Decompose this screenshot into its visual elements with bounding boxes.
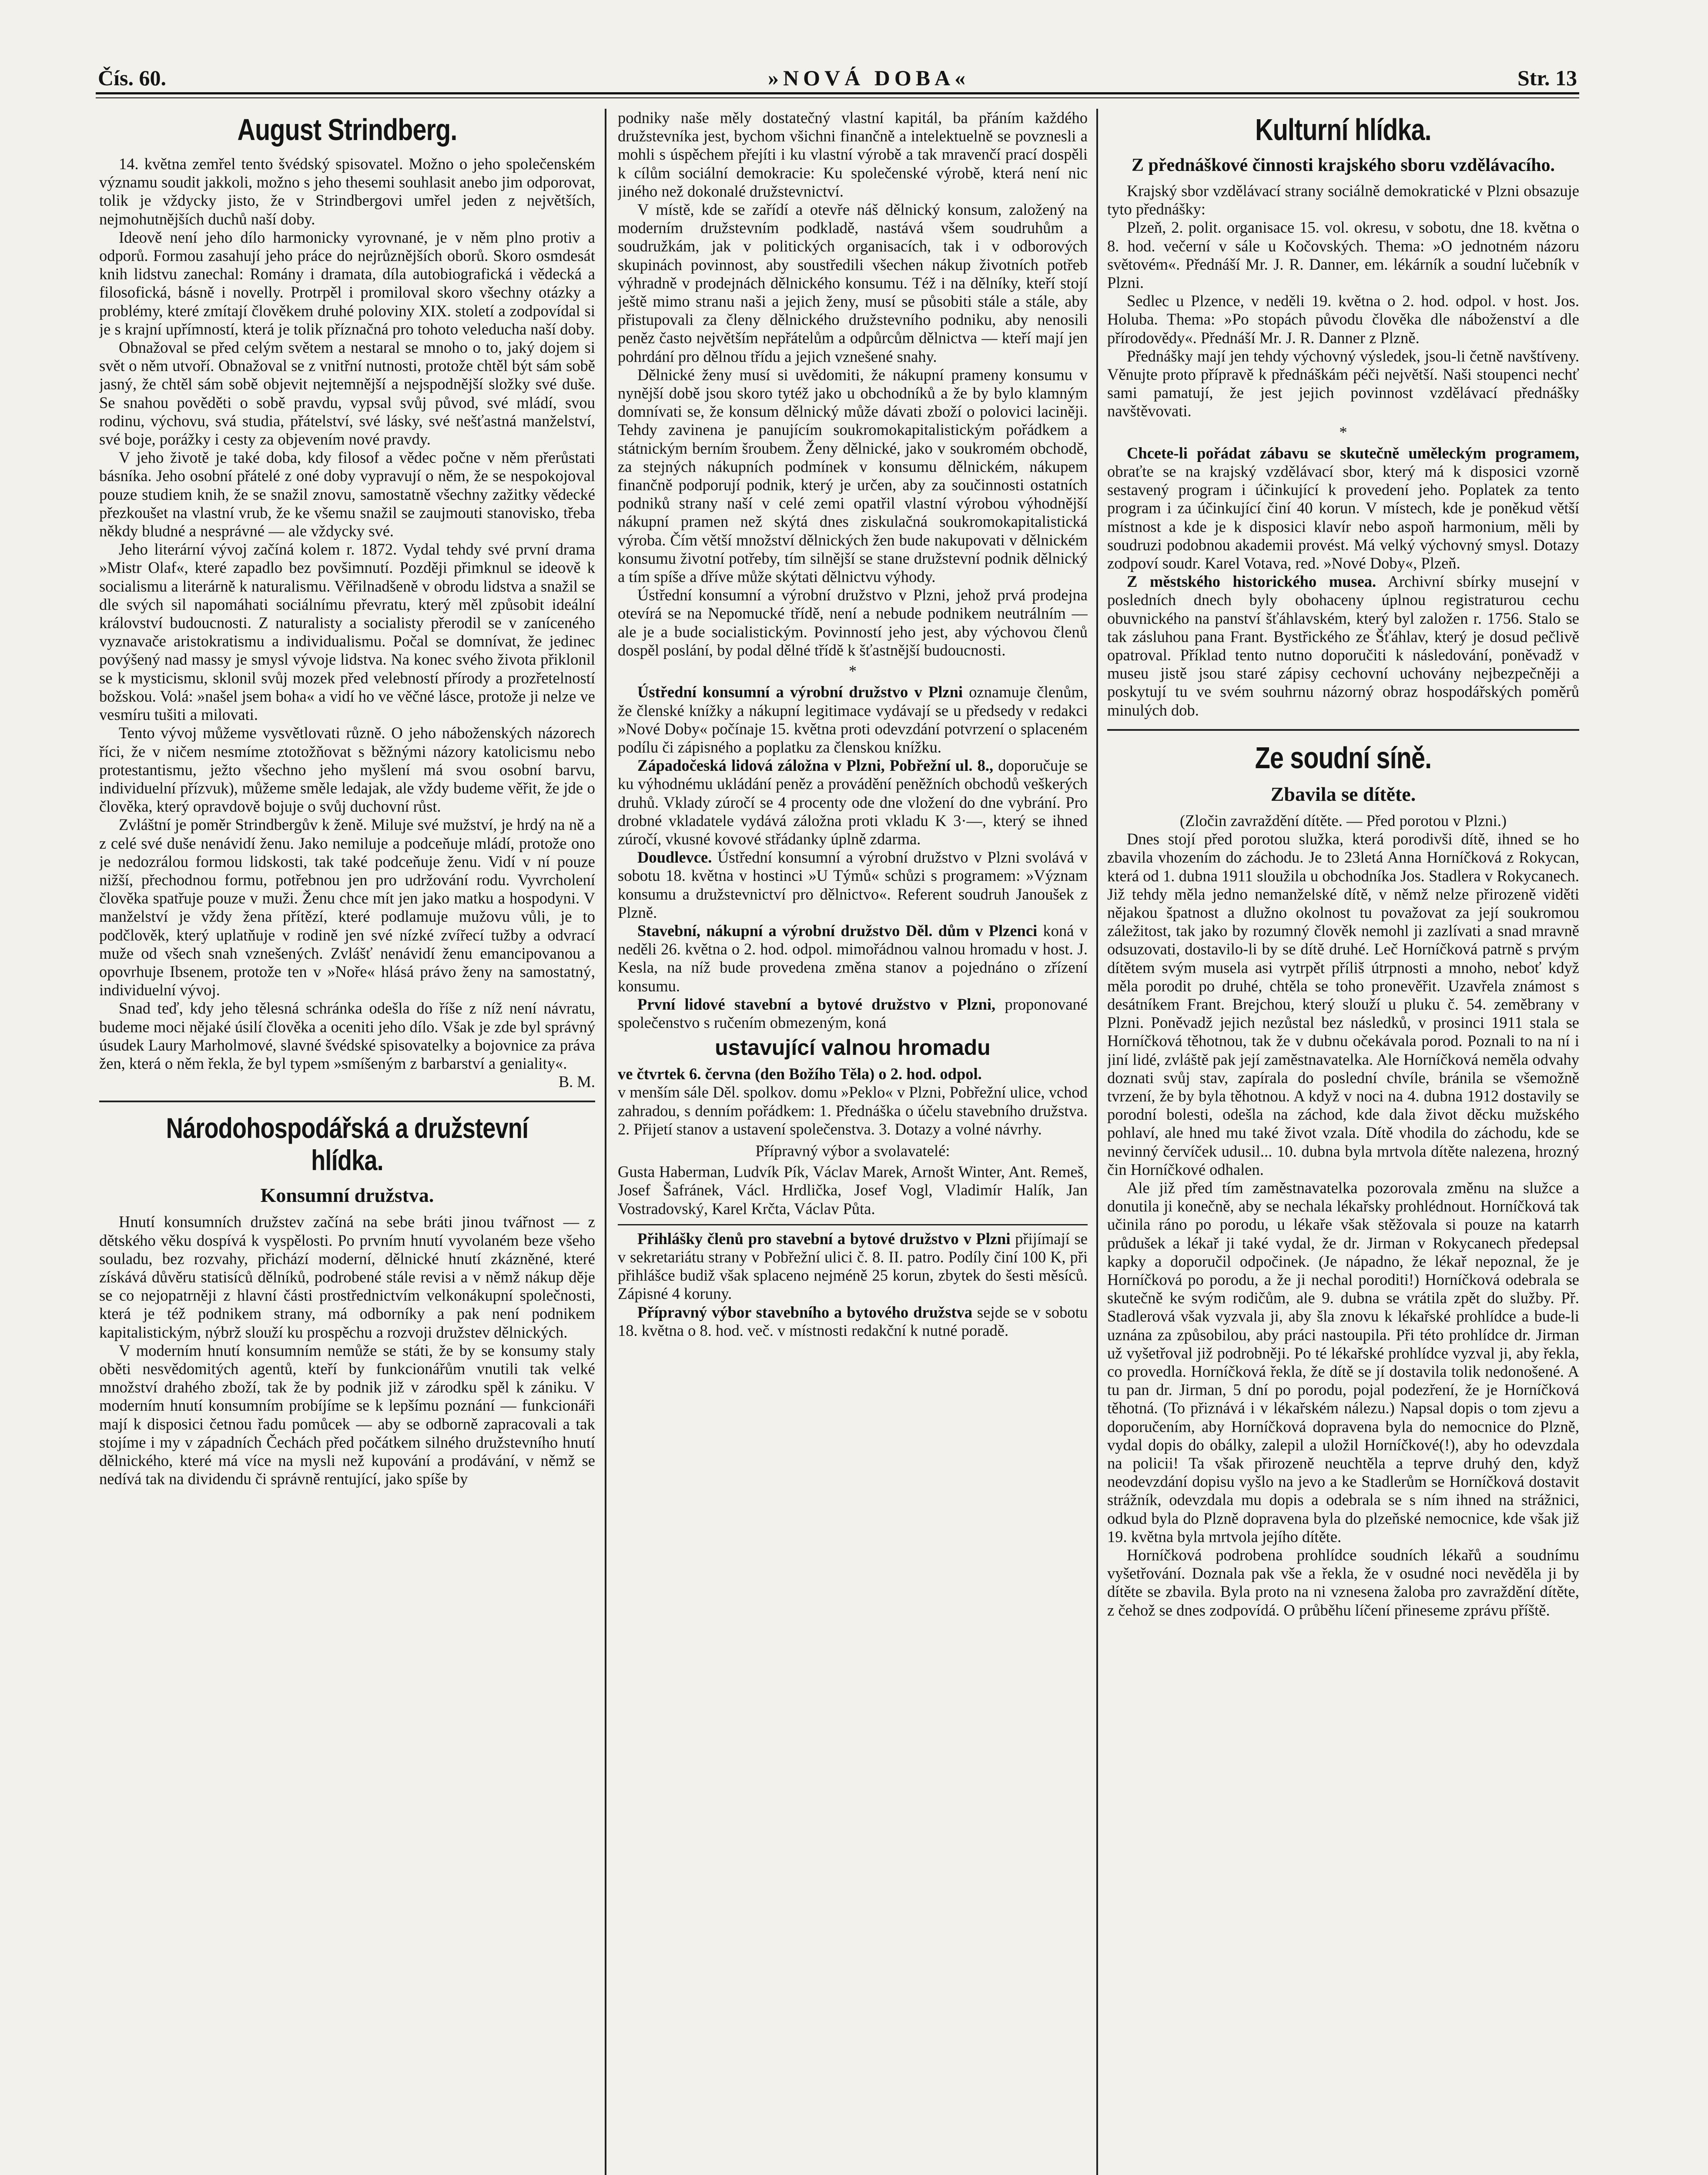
notice-title: Přihlášky členů pro stavební a bytové družstvo v Plzni — [637, 1229, 1011, 1248]
notice-text: doporučuje se ku výhodnému ukládání peněz a provádění peněžních obchodů veškerých druhů. Vklady zúročí se 4 procenty ode dne vložení do dne vybrání. Pro drobné vkladatele vydává záložna proti vkladu K 3·—, který se ihned zúročí, vkusné kovové střádanky úplně zdarma. — [618, 756, 1088, 848]
star-divider: * — [848, 662, 857, 680]
notice-doudlevce — [618, 848, 1088, 922]
notice-title: První lidové stavební a bytové družstvo v Plzni, — [637, 995, 996, 1013]
strindberg-paragraph: Ideově není jeho dílo harmonicky vyrovnané, je v něm plno protiv a odporů. Formou zasahují jeho práce do nejrůznějších oborů. Skoro osmdesát knih lidstvu zanechal: Romány i dramata, díla autobiografická i vědecká a filosofická, básně i novelly. Protrpěl i promiloval skoro všechny otázky a problémy, které zmítají člověkem druhé poloviny XIX. století a zodpovídal si je s krajní upřímností, která je tolik příznačná pro tohoto veleducha naší doby. — [99, 228, 595, 338]
assembly-heading: ustavující valnou hromadu — [715, 1035, 991, 1060]
notice-zalozna — [618, 756, 1088, 848]
economy-paragraph: V moderním hnutí konsumním nemůže se státi, že by se konsumy staly oběti nesvědomitých agentů, kteří by funkcionářům vnutili tak velké množství drahého zboží, tak že by podnik již v zárodku spěl k zániku. V moderním hnutí konsumním probíjíme se k lepšímu poznání — funkcionáři mají k disposici četnou řadu pomůcek — aby se odborně zapracovali a tak stojíme i my v západních Čechách před počátkem silného družstevního hnutí dělnického, které má více na mysli než kupování a prodávání, v němž se nedívá tak na dividendu či správně rentující, jako spíše by — [99, 1341, 595, 1488]
consumer-paragraph: Dělnické ženy musí si uvědomiti, že nákupní prameny konsumu v nynější době jsou skoro tytéž jako u obchodníků a že by bylo klamným domnívati se, že konsum dělnický může dávati zboží o polovici laciněji. Tehdy zavinena je panujícím soukromokapitalistickým pořádkem a státnickým berním šroubem. Ženy dělnické, jako v soukromém obchodě, za stejných nákupních podmínek v konsumu dělnickém, nákupem finančně podporují podnik, který je určen, aby za součinnosti ostatních podniků strany naší v celé zemi opatřil vlastní výrobou výhodnější nákupní pramen než skýtá dnes ziskulačná soukromokapitalistická výroba. Čím větší množství dělnických žen bude nakupovati v dělnickém konsumu životní potřeby, tím silnější se stane družstevní podnik dělnický a tím spíše a dříve může skýtati dělnictvu výhody. — [618, 365, 1088, 586]
soudni-paragraph: Dnes stojí před porotou služka, která porodivši dítě, ihned se ho zbavila vhozením do záchodu. Je to 23letá Anna Horníčková z Rokycan, která od 1. dubna 1911 sloužila u obchodníka Jos. Stadlera v Rokycanech. Již tehdy měla jedno nemanželské dítě, v němž nelze přirozeně viděti nějakou špatnost a dlužno okolnost tu považovat za její soukromou záležitost, tak jako by rozumný člověk nemohl ji zazlívati a snad mravně odsuzovati, dostavilo-li by se dítě druhé. Leč Horníčková patrně s prvým dítětem svým musela asi vytrpět příliš útrpnosti a mnoho, neboť když měla porodit po druhé, chtěla se toho pronevěřit. Uzavřela známost s desátníkem Frant. Brejchou, který slouží u pluku č. 54. zeměbrany v Plzni. Poněvadž jejich nezůstal bez následků, v prosinci 1911 stala se Horníčková těhotnou, tak že v dubnu očekávala porod. Poznali to na ní i jiní lidé, zvláště pak její zaměstnavatelka. Ale Horníčková neměla odvahy doznati svůj stav, zapírala do poslední chvíle, bránila se všemožně tvrzení, že by byla těhotnou. A když v noci na 4. dubna 1912 dostavily se porodní bolesti, odešla na záchod, kde dala život děcku mužského pohlaví, ale hned mu také život vzala. Dítě vhodila do záchodu, kde se nevinný červíček udusil... 10. dubna byla mrtvola dítěte nalezena, hrozný čin Horníčkové odhalen. — [1107, 830, 1579, 1178]
soudni-paragraph: Horníčková podrobena prohlídce soudních lékařů a soudnímu vyšetřování. Doznala pak vše a řekla, že v osudné noci nevěděla ji by dítěte se zbavila. Byla proto na ni vznesena žaloba pro zavraždění dítěte, z čehož se dnes zodpovídá. O průběhu líčení přineseme zprávu příště. — [1107, 1546, 1579, 1619]
assembly-text: v menším sále Děl. spolkov. domu »Peklo« v Plzni, Pobřežní ulice, vchod zahradou, s denním pořádkem: 1. Přednáška o účelu stavebního družstva. 2. Přijetí stanov a ustavení společenstva. 3. Dotazy a volné návrhy. — [618, 1083, 1088, 1138]
strindberg-paragraph: Snad teď, kdy jeho tělesná schránka odešla do říše z níž není návratu, budeme moci nějaké úsilí člověka a oceniti jeho dílo. Však je zde byl správný úsudek Laury Marholmové, slavné švédské spisovatelky a bojovnice za práva žen, která o něm řekla, že byl typem »smíšeným z barbarství a geniality«. — [99, 999, 595, 1072]
economy-paragraph: Hnutí konsumních družstev začíná na sebe bráti jinou tvářnost — z dětského věku dospívá k vyspělosti. Po prvním hnutí vyvolaném beze všeho souladu, bez rozvahy, přichází moderní, dělnické hnutí zkázněné, které získává důvěru statisíců dělníků, podrobené stále revisi a v němž nákup děje se co nejopatrněji z hlavní části prostřednictvím velkonákupní společnosti, která je též podnikem strany, má odborníky a pak není podnikem kapitalistickým, nýbrž slouží ku prospěchu a rozvoji družstev dělnických. — [99, 1213, 595, 1341]
consumer-paragraph: V místě, kde se zařídí a otevře náš dělnický konsum, založený na moderním družstevním podkladě, nastává všem soudruhům a soudružkám, jak v politických organisacích, tak i v odborových skupinách povinnost, aby soustředili všechen nákup životních potřeb výhradně v prodejnách dělnického konsumu. Též i na dělníky, kteří stojí ještě mimo stranu naši a jejich ženy, musí se působiti stále a stále, aby přistupovali za členy dělnického družstevního podniku, aby nenosili peněz často největším nepřátelům a odpůrcům dělnictva — kteří mají jen pohrdání pro dělnou třídu a jejich vznešené snahy. — [618, 201, 1088, 365]
section-divider — [618, 1224, 1088, 1225]
notice-vybor — [618, 1303, 1088, 1340]
kulturni-paragraph: Krajský sbor vzdělávací strany sociálně demokratické v Plzni obsazuje tyto přednášky: — [1107, 182, 1579, 218]
notice-ustredni — [618, 683, 1088, 756]
notice-title: Přípravný výbor stavebního a bytového družstva — [637, 1303, 973, 1321]
column-2 — [618, 109, 1088, 2175]
notice-text: přijímají se v sekretariátu strany v Pobřežní ulici č. 8. II. patro. Podíly činí 100 K, při přihlášce budiž však splaceno nejméně 25 korun, zbytek do šesti měsíců. Zápisné 4 koruny. — [618, 1229, 1088, 1303]
notice-title: Z městského historického musea. — [1127, 572, 1376, 591]
notice-text: Archivní sbírky musejní v posledních dnech byly obohaceny úplnou registraturou cechu obuvnického na panství šťáhlavském, který byl založen r. 1756. Stalo se tak zásluhou pana Frant. Bystřického ze Šťáhlav, který je dosud pečlivě opatroval. Příklad tento nutno doporučiti k následování, poněvadž v museu jistě jsou staré zápisy cechovní uchovány nejbezpečněji a poskytují tu ve svém souhrnu názorný obraz hospodářských poměrů minulých dob. — [1107, 572, 1579, 719]
header-rule-thin — [96, 97, 1579, 98]
kulturni-paragraph: Přednášky mají jen tehdy výchovný výsledek, jsou-li četně navštíveny. Věnujte proto přípravě k přednáškám péči největší. Naši stoupenci nechť sami pamatují, že jest jejich povinnost vzdělávací přednášky navštěvovati. — [1107, 347, 1579, 420]
soudni-paragraph: Ale již před tím zaměstnavatelka pozorovala změnu na služce a donutila ji konečně, aby se nechala lékařsky prohlédnout. Horníčková tak učinila ráno po porodu, u lékaře však stěžovala si pouze na katarrh průdušek a lékař ji také vydal, že dr. Jirman v Rokycanech předepsal kapky a doporučil odpočinek. (Je nápadno, že lékař nepoznal, že je Horníčková po porodu, a že ji nechal poroditi!) Horníčková odebrala se skutečně ke svým rodičům, ale 9. dubna se vrátila zpět do služby. Př. Stadlerová však vyzvala ji, aby šla znovu k lékařské prohlídce a bude-li uznána za způsobilou, aby práci nastoupila. Při této prohlídce dr. Jirman už vyšetřoval již podrobněji. Po té lékařské prohlídce vyzval ji, aby řekla, co provedla. Horníčková řekla, že dítě se jí dostavila tolik nedonošené. A tu pan dr. Jirman, 5 dní po porodu, pojal podezření, že je Horníčková těhotná. (To přiznává i v lékařském nálezu.) Napsal dopis o tom zjevu a doporučením, aby Horníčková dopravena byla do nemocnice do Plzně, vydal dopis do obálky, zalepil a uložil Horníčkové(!), aby ho odevzdala na policii! Ta však přirozeně neuchtěla a teprve druhý den, když neodevzdání dopisu vyšlo na jevo a ke Stadlerům se Horníčková dostavit strážník, odevzdala mu dopis a odebrala se s ním ihned na strážnici, odkud byla do Plzně dopravena byla do plzeňské nemocnice, kde však již 19. května byla mrtvola jejího dítěte. — [1107, 1178, 1579, 1546]
notice-text: sejde se v sobotu 18. května o 8. hod. več. v místnosti redakční k nutné poradě. — [618, 1303, 1088, 1339]
notice-title: Doudlevce. — [637, 848, 712, 867]
soudni-lead: (Zločin zavraždění dítěte. — Před porotou v Plzni.) — [1179, 811, 1507, 830]
strindberg-title: August Strindberg. — [237, 113, 457, 147]
notice-title: Chcete-li pořádat zábavu se skutečně uměleckým programem, — [1127, 444, 1579, 462]
kulturni-subtitle: Z přednáškové činnosti krajského sboru vzdělávacího. — [1131, 155, 1555, 175]
strindberg-paragraph: 14. května zemřel tento švédský spisovatel. Možno o jeho společenském významu soudit jakkoli, možno s jeho thesemi souhlasit anebo jim odporovat, tolik je vždycky jisto, že v Strindbergovi umřel jeden z největších, nejmohutnějších duchů naší doby. — [99, 155, 595, 228]
economy-title: Národohospodářská a družstevní hlídka. — [166, 1112, 529, 1177]
strindberg-paragraph: Zvláštní je poměr Strindbergův k ženě. Miluje své mužství, je hrdý na ně a z celé své duše nenávidí ženu. Jako nemiluje a podceňuje mládí, protože ono je nedozrálou formou lidskosti, tak také podceňuje ženu. Vidí v ní pouze nižší, přechodnou formu, potřebnou jen pro udržování rodu. Vyvrcholení člověka spatřuje pouze v muži. Ženu chce mít jen jako matku a hospodyni. V manželství je vždy žena přítězí, které podlamuje mužovu vůli, je to podčlověk, který uplatňuje v rodině jen své nízké zvířecí tužby a odvrací muže od všech snah vznešených. Zvlášť nenávidí ženu emancipovanou a opovrhuje Ibsenem, protože ten v »Noře« hlásá právo ženy na samostatný, individuelní vývoj. — [99, 816, 595, 999]
notice-stavebni — [618, 995, 1088, 1032]
notice-text: Ústřední konsumní a výrobní družstvo v Plzni svolává v sobotu 18. května v hostinci »U Týmů« schůzi s programem: »Význam konsumu a družstevnictví pro dělnictvo«. Referent soudruh Janoušek z Plzně. — [618, 848, 1088, 921]
assembly-date: ve čtvrtek 6. června (den Božího Těla) o 2. hod. odpol. — [618, 1065, 982, 1083]
newspaper-title: »NOVÁ DOBA« — [768, 66, 970, 90]
page-number: Str. 13 — [1517, 66, 1577, 90]
strindberg-paragraph: Jeho literární vývoj začíná kolem r. 1872. Vydal tehdy své první drama »Mistr Olaf«, které zapadlo bez povšimnutí. Později přimknul se ideově k socialismu a literárně k naturalismu. Věřilnadšeně v obrodu lidstva a snažil se dle svých sil napomáhati sociálnímu převratu, který měl způsobit ideální království budoucnosti. Z naturalisty a socialisty přerodil se v zaníceného vyznavače aristokratismu a individualismu. Počal se domnívat, že jedinec povýšený nad massy je smysl vývoje lidstva. Na konec svého života přiklonil se k mysticismu, sklonil svůj mozek před velebností přírody a prozřetelností božskou. Volá: »našel jsem boha« a vidí ho ve věčné lásce, protože ji nelze ve vesmíru tušiti a milovati. — [99, 540, 595, 724]
section-divider — [1107, 729, 1579, 731]
column-3 — [1107, 109, 1579, 2175]
strindberg-paragraph: Obnažoval se před celým světem a nestaral se mnoho o to, jaký dojem si svět o něm utvoří. Obnažoval se z vnitřní nutnosti, protože chtěl být sám sobě jasný, že chtěl sám sobě objevit nejtemnější a nejspodnější složky své duše. Se snahou pověděti o sobě pravdu, vypsal svůj původ, své mládí, svou rodinu, výchovu, svá studia, přátelství, své lásky, své nešťastná manželství, své boje, porážky i cesty za objevením nové pravdy. — [99, 338, 595, 448]
notice-title: Stavební, nákupní a výrobní družstvo Děl. dům v Plzenci — [637, 921, 1038, 940]
kulturni-paragraph: Sedlec u Plzence, v neděli 19. května o 2. hod. odpol. v host. Jos. Holuba. Thema: »Po stopách původu člověka dle náboženství a dle přírodovědy«. Přednáší Mr. J. R. Danner z Plzně. — [1107, 292, 1579, 347]
notice-title: Západočeská lidová záložna v Plzni, Pobřežní ul. 8., — [637, 756, 994, 775]
strindberg-paragraph: V jeho životě je také doba, kdy filosof a vědec počne v něm přerůstati básníka. Jeho osobní přátelé z oné doby vypravují o něm, že se nespokojoval pouze studiem knih, že se snažil znovu, samostatně všechny zažitky vědecké přezkoušet na vlastní vrub, že ke všemu snažil se zaujmouti stanovisko, třeba někdy bludné a nesprávné — ale vždycky své. — [99, 448, 595, 540]
assembly-names: Gusta Haberman, Ludvík Pík, Václav Marek, Arnošt Winter, Ant. Remeš, Josef Šafránek, Václ. Hrdlička, Josef Vogl, Vladimír Halík, Jan Vostradovský, Karel Krčta, Václav Půta. — [618, 1163, 1088, 1218]
notice-plzenec — [618, 922, 1088, 995]
notice-text: koná v neděli 26. května o 2. hod. odpol. mimořádnou valnou hromadu v host. J. Kesla, na níž bude provedena změna stanov a pojednáno o zřízení konsumu. — [618, 921, 1088, 995]
strindberg-signature: B. M. — [558, 1073, 595, 1091]
page-header — [98, 65, 1577, 96]
assembly-committee: Přípravný výbor a svolavatelé: — [755, 1141, 950, 1160]
soudni-title: Ze soudní síně. — [1255, 740, 1432, 775]
consumer-paragraph: podniky naše měly dostatečný vlastní kapitál, ba přáním každého družstevníka jest, bychom všichni finančně a intelektuelně se povznesli a mohli s úspěchem přejíti i ku vlastní výrobě a tak mravenčí prací dospěli k cílům sociální demokracie: Ku společenské výrobě, která není nic jiného než dokonalé družstevnictví. — [618, 109, 1088, 200]
notice-text: proponované společenstvo s ručením obmezeným, koná — [618, 995, 1088, 1031]
notice-zabava — [1107, 444, 1579, 572]
header-rule — [96, 92, 1579, 94]
column-divider-1 — [605, 109, 606, 2175]
column-1 — [99, 109, 595, 2175]
economy-subtitle: Konsumní družstva. — [260, 1184, 434, 1207]
notice-museum — [1107, 572, 1579, 719]
strindberg-paragraph: Tento vývoj můžeme vysvětlovati různě. O jeho náboženských názorech říci, že v ničem nesmíme ztotožňovat s běžnými názory katolicismu nebo protestantismu, ježto všechno jeho myšlení má svou osobní barvu, individuelní přízvuk), můžeme směle ledajak, ale vždy budeme věřit, že jde o člověka, který opravdově bojuje o svůj duchovní růst. — [99, 724, 595, 816]
soudni-subtitle: Zbavila se dítěte. — [1270, 783, 1416, 805]
kulturni-paragraph: Plzeň, 2. polit. organisace 15. vol. okresu, v sobotu, dne 18. května o 8. hod. večerní v sále u Kočovských. Thema: »O jednotném názoru světovém«. Přednáší Mr. J. R. Danner, em. lékárník a soudní lučebník v Plzni. — [1107, 218, 1579, 292]
notice-prihlasky — [618, 1230, 1088, 1303]
section-divider — [99, 1101, 595, 1102]
column-divider-2 — [1096, 109, 1098, 2175]
kulturni-title: Kulturní hlídka. — [1255, 113, 1431, 147]
notice-text: obraťte se na krajský vzdělávací sbor, který má k disposici vzorně sestavený program i účinkující k provedení jeho. Poplatek za tento program i za účinkující činí 40 korun. V místech, kde je poněkud větší místnost a kde je k disposici klavír nebo aspoň harmonium, měli by soudruzi podobnou akademii provést. Má velký výchovný smysl. Dotazy zodpoví soudr. Karel Votava, red. »Nové Doby«, Plzeň. — [1107, 462, 1579, 572]
issue-number: Čís. 60. — [98, 66, 166, 90]
consumer-paragraph: Ústřední konsumní a výrobní družstvo v Plzni, jehož prvá prodejna otevírá se na Nepomucké třídě, není a nebude podnikem neutrálním — ale je a bude socialistickým. Povinností jeho jest, aby výchovou členů dospěl poslání, by podal dělné třídě k šťastnější budoucnosti. — [618, 586, 1088, 659]
notice-text: oznamuje členům, že členské knížky a nákupní legitimace vydávají se u předsedy v redakci »Nové Doby« počínaje 15. května proti odevzdání potvrzení o splaceném podílu či zápisného a poplatku za členskou knížku. — [618, 683, 1088, 756]
star-divider: * — [1339, 423, 1347, 441]
notice-title: Ústřední konsumní a výrobní družstvo v Plzni — [637, 683, 963, 701]
